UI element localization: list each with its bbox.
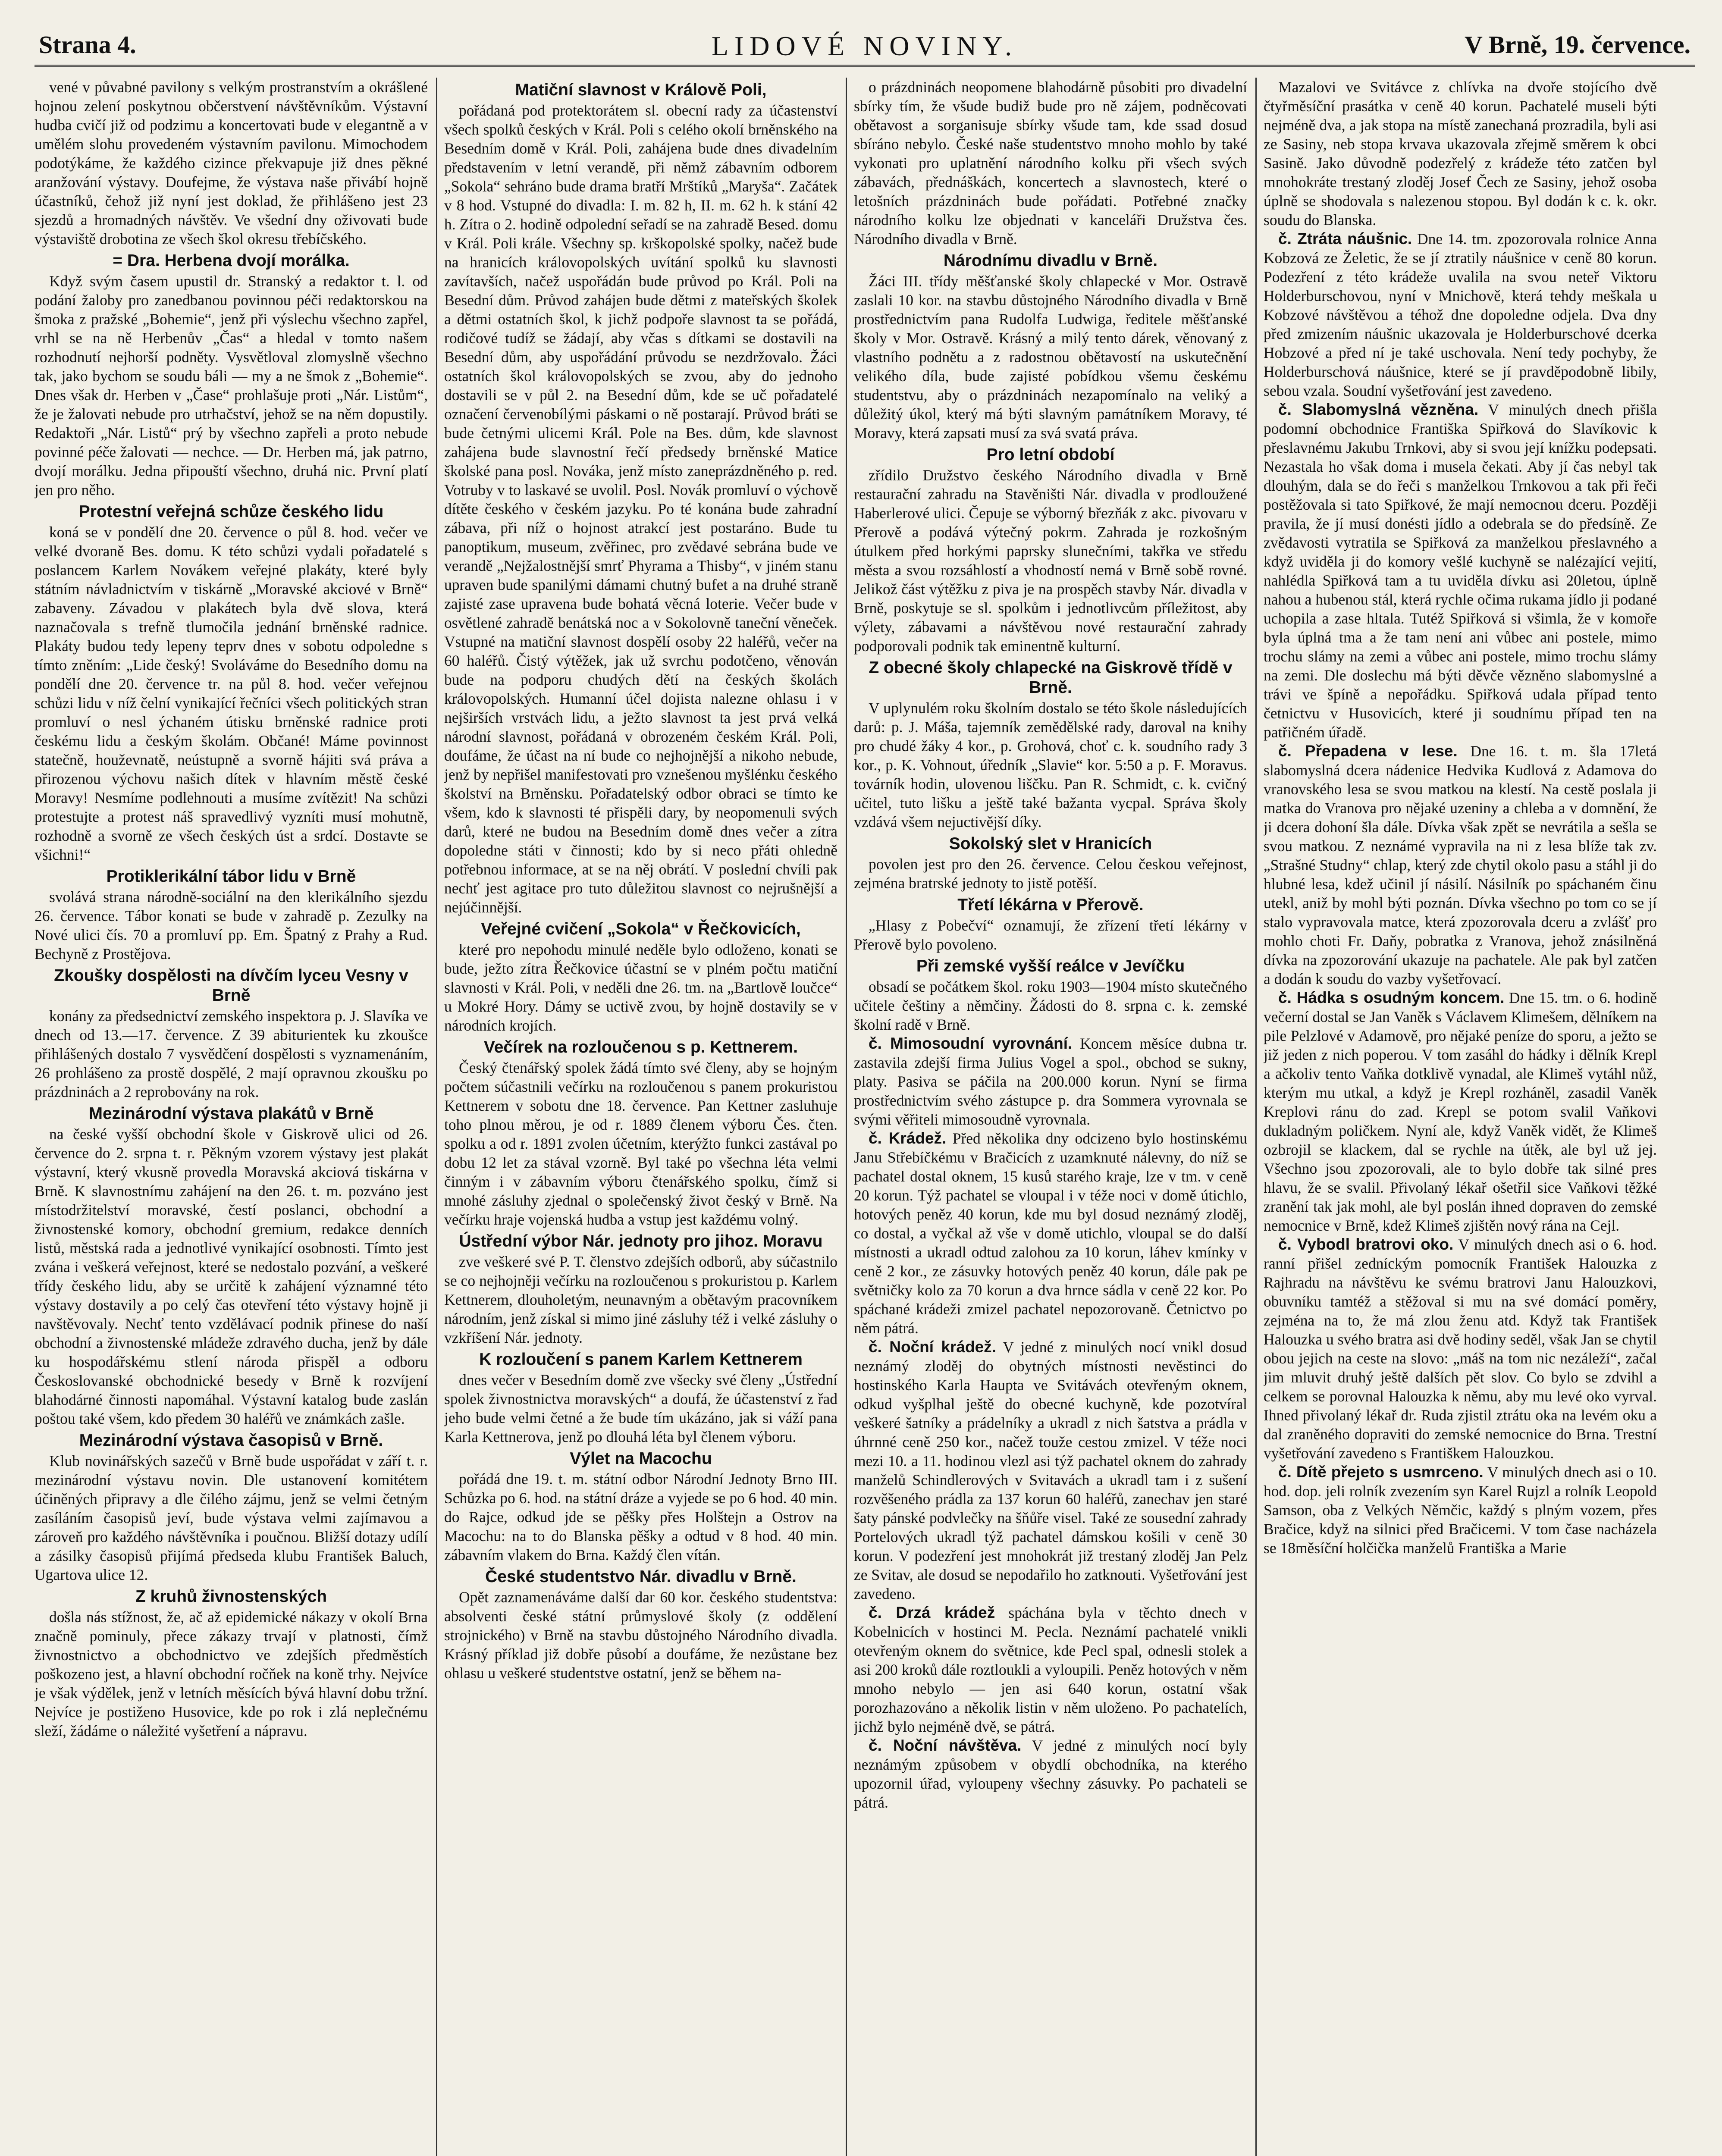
article-text: Když svým časem upustil dr. Stranský a redaktor t. l. od podání žaloby pro zanedbanou povinnou péči redaktorskou na šmoka z pražské „Bohemie“, jenž při výslechu všechno zapřel, vrhl se na ně Herbenův „Čas“ a hledal v tomto našem rozhodnutí nejhorší podněty. Vysvětloval zlomyslně všechno tak, jako bychom se soudu báli — my a ne šmok z „Bohemie“. Dnes však dr. Herben v „Čase“ prohlašuje proti „Nár. Listům“, že je žalovati nebude pro utrhačství, jehož se na něm dopustily. Redaktoři „Nár. Listů“ prý by všechno zapřeli a proto nebude povinné péče žalovati — nechce. — Dr. Herben má, jak patrno, dvojí morálku. Jedna připouští všechno, druhá nic. První platí jen pro něho. (35, 273, 428, 498)
article (35, 1104, 428, 1428)
article (854, 956, 1247, 1034)
article-headline: = Dra. Herbena dvojí morálka. (113, 251, 350, 270)
article-text: na české vyšší obchodní škole v Giskrově ulici od 26. července do 2. srpna t. r. Pěkným vzorem výstavy jest plakát výstavní, který vkusně provedla Moravská akciová tiskárna v Brně. K slavnostnímu zahájení na den 26. t. m. pozváno jest místodržitelství moravské, čestí poslanci, obchodní a živnostenské komory, obchodní gremium, redakce denních listů, městská rada a jednotlivé vynikající osobnosti. Tímto jest zvána i veškerá veřejnost, které se nedostalo pozvání, a veškeré třídy českého lidu, aby se určitě k zahájení významné této výstavy dostavily a po celý čas otevření této výstavy hojně ji navštěvovaly. Nechť tento vzdělávací podnik přinese do naší obchodní a živnostenské mládeže zdravého ducha, jenž by dále ku hospodářskému stlení národa přispěl a odboru Českoslovanské obchodnické besedy v Brně k rozvíjení blahodárné činnosti napomáhal. Výstavní katalog bude zaslán poštou také všem, kdo předem 30 haléřů ve známkách zašle. (35, 1125, 428, 1427)
article-headline: Při zemské vyšší reálce v Jevíčku (916, 957, 1185, 975)
article-body (1264, 78, 1657, 229)
article (1264, 229, 1657, 400)
article-runin-headline: č. Vybodl bratrovi oko. (1278, 1235, 1454, 1253)
article-headline: Třetí lékárna v Přerově. (957, 896, 1144, 914)
article-body (1264, 229, 1657, 400)
article-runin-headline: č. Dítě přejeto s usmrceno. (1278, 1463, 1484, 1481)
article-body (1264, 1235, 1657, 1463)
article-text: vené v půvabné pavilony s velkým prostranstvím a okrášlené hojnou zelení poskytnou občerstvení návštěvníkům. Výstavní hudba cvičí již od podzimu a koncertovati bude v elegantně a v umělém slohu provedeném výstavním pavilonu. Mimochodem podotýkáme, že každého cizince překvapuje již dnes pěkné aranžování výstavy. Doufejme, že výstava naše přivábí hojně účastníků, čehož již nyní jest doklad, že přihlášeno jest 23 sjezdů a hromadných návštěv. Ve všední dny oživovati bude výstaviště drobotina ze všech škol okresu třebíčského. (35, 78, 428, 248)
article (444, 1449, 837, 1564)
article-text: konány za předsednictví zemského inspektora p. J. Slavíka ve dnech od 13.—17. července. Z 39 abiturientek ku zkoušce přihlášených dostalo 7 vysvědčení dospělosti s vyznamenáním, 26 prohlášeno za prostě dospělé, 2 mají opravnou zkoušku po prázdninách a 2 reprobovány na rok. (35, 1007, 428, 1100)
page-number: Strana 4. (39, 31, 136, 59)
article-text: Český čtenářský spolek žádá tímto své členy, aby se hojným počtem súčastnili večírku na rozloučenou s panem prokuristou Kettnerem v sobotu dne 18. července. Pan Kettner zasluhuje toho plnou měrou, je od r. 1889 členem výboru Čes. čten. spolku a od r. 1891 zvolen účetním, kterýžto funkci zastával po dobu 12 let za stával vzorně. Byl také po všechna léta velmi činným i v zábavním výboru čtenářského spolku, čímž si mnohé zásluhy zjednal o společenský život český v Brně. Na večírku hraje vojenská hudba a vstup jest každému volný. (444, 1059, 837, 1228)
article-headline: Mezinárodní výstava časopisů v Brně. (79, 1431, 383, 1450)
article (1264, 1235, 1657, 1463)
article-text: Mazalovi ve Svitávce z chlívka na dvoře stojícího dvě čtyřměsíční prasátka v ceně 40 korun. Pachatelé museli býti nejméně dva, a jak stopa na místě zanechaná prozradila, byli asi ze Sasiny, neb stopa krvava ukazovala zřejmě směrem k obci Sasině. Jako důvodně podezřelý z krádeže této zatčen byl mnohokráte trestaný zloděj Josef Čech ze Sasiny, jehož osoba úplně se shodovala s nalezenou stopou. Byl dodán k c. k. okr. soudu do Blanska. (1264, 78, 1657, 229)
article-text: svolává strana národně-sociální na den klerikálního sjezdu 26. července. Tábor konati se bude v zahradě p. Zezulky na Nové ulici čís. 70 a promluví pp. Em. Špatný z Prahy a Rud. Bechyně z Prostějova. (35, 888, 428, 962)
article-body (854, 916, 1247, 954)
article (35, 867, 428, 963)
article-text: V uplynulém roku školním dostalo se této škole následujících darů: p. J. Máša, tajemník zemědělské rady, daroval na knihy pro chudé žáky 4 kor., p. Grohová, choť c. k. soudního rady 3 kor., p. K. Vohnout, úředník „Slavie“ kor. 5:50 a p. F. Moravus. továrník hodin, ulovenou liščku. Pan R. Schmidt, c. k. cvičný učitel, tuto lišku a ještě také bažanta vycpal. Správa školy vzdává všem nejuctivější díky. (854, 699, 1247, 830)
article-headline: Veřejné cvičení „Sokola“ v Řečkovicích, (481, 920, 801, 938)
columns (35, 78, 1695, 2156)
article-body (854, 699, 1247, 831)
article-headline: Zkoušky dospělosti na dívčím lyceu Vesny v Brně (54, 966, 408, 1005)
article (854, 78, 1247, 248)
article-text: V minulých dnech přišla podomní obchodnice Františka Spiřková do Slavíkovic k přeslavnému Jakubu Trnkovi, aby si svou její knížku podepsati. Nezastala ho však doma i musela čekati. Aby jí čas nebyl tak dlouhým, dala se do řeči s manželkou Trnkovou a tak při řeči postěžovala si tato Spiřkové, že mají nemocnou dceru. Později pravila, že jí musí donésti jídlo a odebrala se do předsíně. Ze zvědavosti vytratila se Spiřková za manželkou přeslavného a když uviděla ji do komory vešlé kuchyně se nalézající vejití, nahlédla Spiřková tam a tu uviděla dívku asi 20letou, úplně nahou a hubenou stál, která rychle očima rukama jídlo ji podané uchopila a zase hltala. Tutéž Spiřková si všimla, že v komoře byla úplná tma a že tam není ani vůbec ani postele, mimo trochu slámy na zemi a vůbec ani postele, mimo trochu slámy na zemi. Dle doslechu má býti děvče vězněno slabomyslné a trávi ve špíně a nepořádku. Spiřková udala případ tento četnictvu v Husovicích, které ji soudnímu případ ten na patřičném úřadě. (1264, 401, 1657, 741)
article-text: Opět zaznamenáváme další dar 60 kor. českého studentstva: absolventi české státní průmyslové školy (z oddělení strojnického) v Brně na stavbu důstojného Národního divadla. Krásný příklad již dobře působí a doufáme, že nezůstane bez ohlasu u veškeré studentstve ostatní, jenž se během na- (444, 1589, 837, 1682)
article-runin-headline: č. Ztráta náušnic. (1278, 230, 1412, 248)
article-body (35, 272, 428, 499)
article-headline: Výlet na Macochu (570, 1449, 712, 1468)
article-text: Dne 15. tm. o 6. hodině večerní dostal se Jan Vaněk s Václavem Klimešem, dělníkem na pile Pelzlové v Adamově, pro nějaké peníze do sporu, a ježto se již jeden z nich poperou. V tom zasáhl do hádky i dělník Krepl a ačkoliv tento Vaňka dotklivě vynadal, ale Klimeš vytáhl nůž, kterým mu utkal, a když je Krepl rozháněl, zasadil Vaněk Kreplovi ránu do zad. Krepl se potom svalil Vaňkovi dukladným poličkem. Nyní ale, když Vaněk vidět, že Klimeš ozbrojil se klackem, dal se rychle na útěk, ale byl už jej. Všechno jsou zpozorovali, ale to bylo dobře tak silné pres hlavu, že se svalil. Přivolaný lékař ošetřil sice Vaňkovi těžké zranění tak jak mohl, ale byl poslán ihned dopraven do zemské nemocnice v Brně, kdež Klimeš zjištěn nový rána na Cejl. (1264, 989, 1657, 1234)
article (854, 1603, 1247, 1736)
article-runin-headline: č. Noční návštěva. (869, 1736, 1022, 1754)
column-4 (1264, 78, 1657, 2156)
article-body (444, 1470, 837, 1564)
article-text: V minulých dnech asi o 6. hod. ranní přišel zedníckým pomocník František Halouzka z Rajhradu na návštěvu ke svému bratrovi Janu Halouzkovi, obuvníku tamtéž a stěžoval si mu na své domácí poměry, zejména na to, že má zlou ženu atd. Když tak František Halouzka u svého bratra asi dvě hodiny seděl, však Jan se chytil obou jejich na ceste na slovo: „máš na tom nic nezáleží“, začal jim mluvit druhý ještě dalších pět slov. Co bylo se zdvihl a celkem se porovnal Halouzka k němu, aby mu levé oko vyrval. Ihned přivolaný lékař dr. Ruda zjistil ztrátu oka na levém oku a dal zraněného dopraviti do zemské nemocnice do Brna. Trestní vyšetřování zavedeno s Františkem Halouzkou. (1264, 1236, 1657, 1462)
article-body (35, 887, 428, 963)
article-text: koná se v pondělí dne 20. července o půl 8. hod. večer ve velké dvoraně Bes. domu. K této schůzi vydali pořadatelé s poslancem Karlem Novákem veřejné plakáty, které byly státním návladnictvím v tiskárně „Moravské akciové v Brně“ zabaveny. Závadou v plakátech byla dvě slova, která naznačovala s trefně tlumočila jednání brněnské radnice. Plakáty budou tedy lepeny teprv dnes v sobotu odpoledne s tímto zněním: „Lide český! Svoláváme do Besedního domu na pondělí dne 20. července tr. na půl 8. hod. večer veřejnou schůzi lidu v níž čelní vynikající řečníci všech politických stran promluví o nesl ýchaném útisku brněnské radnice proti českému lidu a českým školám. Občané! Máme povinnost statečně, houževnatě, neústupně a svorně hájiti svá práva a přirozenou výchovu našich dítek v hlavním městě české Moravy! Nesmíme podlehnouti a musíme zvítězit! Na schůzi protestujte a protest náš spravedlivý vyzníti musí mohutně, rozhodně a svorně ze všech českých úst a srdcí. Dostavte se všichni!“ (35, 523, 428, 863)
article-headline: Protestní veřejná schůze českého lidu (78, 502, 384, 521)
article-body (444, 101, 837, 917)
article-runin-headline: č. Přepadena v lese. (1278, 742, 1458, 760)
article-text: pořádá dne 19. t. m. státní odbor Národní Jednoty Brno III. Schůzka po 6. hod. na státní dráze a vyjede se po 6 hod. 40 min. do Rajce, odkud jde se pěšky přes Holštejn a Ostrov na Macochu: na to do Blanska pěšky a odtud v 8 hod. 40 min. zábavním vlakem do Brna. Každý člen vítán. (444, 1470, 837, 1564)
article-body (444, 1370, 837, 1446)
article-body (444, 1252, 837, 1347)
article-body (1264, 1463, 1657, 1557)
article (854, 1034, 1247, 1129)
column-rule (846, 78, 847, 2156)
article (854, 1338, 1247, 1603)
article (35, 78, 428, 248)
article-runin-headline: č. Noční krádež. (869, 1338, 996, 1356)
article (854, 658, 1247, 831)
article-headline: K rozloučení s panem Karlem Kettnerem (479, 1350, 803, 1369)
article-headline: Sokolský slet v Hranicích (949, 834, 1152, 853)
article-text: V jedné z minulých nocí vnikl dosud neznámý zloděj do obytných místnosti nevěstinci do hostinského Karla Haupta ve Svitávách otevřeným oknem, odkud vyšplhal ještě do obecné kuchyně, kde pozotvíral veškeré šatníky a prádelníky a ukradl z nich šatstva a prádla v úhrnné ceně 250 kor., načež touže cestou zmizel. V téže noci mezi 10. a 11. hodinou vlezl asi týž pachatel oknem do zahrady manželů Schindlerových v Svitavách a ukradl tam i z sušení rozvěšeného prádla za 137 korun 60 haléřů, zanechav jen staré šaty pánské podvlečky na šňůře visel. Také ze sousední zahrady Portelových ukradl týž pachatel dámskou košili v ceně 30 korun. V podezření jest mnohokrát již trestaný zloděj Jan Pelz ze Svitav, ale dosud se nepodařilo ho zatknouti. Vyšetřování jest zavedeno. (854, 1338, 1247, 1602)
article-text: „Hlasy z Pobečví“ oznamují, že zřízení třetí lékárny v Přerově bylo povoleno. (854, 917, 1247, 953)
article (854, 1736, 1247, 1812)
article-text: Žáci III. třídy měšťanské školy chlapecké v Mor. Ostravě zaslali 10 kor. na stavbu důstojného Národního divadla v Brně prostřednictvím pana Rudolfa Ludwiga, ředitele měšťanské školy v Mor. Ostravě. Krásný a milý tento dárek, věnovaný z vlastního podnětu a z radostnou obětavostí na uskutečnění velikého díla, bude zajisté pobídkou všemu českému studentstvu, aby o prázdninách nezapomínalo na veliký a důležitý úkol, který má býti slavným památníkem Moravy, té Moravy, která zapsati musí za svá svatá práva. (854, 273, 1247, 442)
article (444, 1567, 837, 1683)
article (854, 251, 1247, 442)
article (1264, 1463, 1657, 1557)
article-body (35, 1006, 428, 1101)
article-text: o prázdninách neopomene blahodárně působiti pro divadelní sbírky tím, že všude budiž bude pro ně zájem, podněcovati obětavost a sorganisuje sbírky všude tam, kde ssad dosud sbíráno nebylo. České naše studentstvo mnoho mohlo by také vykonati pro uplatnění národního kolku při všech svých zábavách, přednáškách, koncertech a slavnostech, které o letošních prázdninách bude pořádati. Potřebné značky národního kolku lze objednati v kanceláři Družstva čes. Národního divadla v Brně. (854, 78, 1247, 248)
page-header (35, 17, 1695, 67)
article-text: Před několika dny odcizeno bylo hostinskému Janu Střebíčkému v Bračicích z uzamknuté nálevny, do níž se pachatel dostal oknem, 15 kusů starého kraje, lze v tm. v ceně 20 korun. Týž pachatel se vloupal i v téže noci v domě útichlo, hotových peněz 40 korun, kde mu byl dosud neznámý zloděj, co dostal, a vyčkal až vše v domě utichlo, vloupal se do další místnosti a ukradl odtud zalohou za 10 korun, láhev kmínky v ceně 2 kor., ze zásuvky hotových peněz 40 korun, dále pak pe světničky kolo za 70 korun a dva hrnce sádla v ceně 22 kor. Po spáchané krádeži zmizel pachatel nepozorovaně. Četnictvo po něm pátrá. (854, 1130, 1247, 1337)
article-text: dnes večer v Besedním domě zve všecky své členy „Ústřední spolek živnostnictva moravských“ a doufá, že účastenství z řad jeho bude velmi četné a že bude tím ukázáno, jak si váží pana Karla Kettnerova, jenž po dlouhá léta byl členem výboru. (444, 1371, 837, 1445)
article-text: které pro nepohodu minulé neděle bylo odloženo, konati se bude, ježto zítra Řečkovice účastní se v plném počtu matiční slavnosti v Král. Poli, v neděli dne 26. tm. na „Bartlově loučce“ u Mokré Hory. Dámy se uctivě zvou, by hojně dostavily se v národních krojích. (444, 941, 837, 1034)
article-headline: Národnímu divadlu v Brně. (943, 251, 1158, 270)
article (35, 502, 428, 864)
article-body (444, 1588, 837, 1683)
article (854, 895, 1247, 954)
article-headline: Z obecné školy chlapecké na Giskrově třídě v Brně. (869, 658, 1233, 697)
article (35, 1587, 428, 1740)
article-text: Dne 14. tm. zpozorovala rolnice Anna Kobzová ze Želetic, že se jí ztratily náušnice v ceně 80 korun. Podezření z této krádeže uvalila na svou neteř Viktoru Holderburschovou, nyní v Mnichově, která tehdy meškala u Kobzové návštěvou a téhož dne dopoledne odjela. Dva dny před zmizením náušnic ukazovala je Holderburschové dcerka Hobzové a před ní je také uschovala. Není tedy pochyby, že Holderburschová náušnice, které se jí pravděpodobně libily, sebou vzala. Soudní vyšetřování jest zavedeno. (1264, 230, 1657, 399)
article-runin-headline: č. Mimosoudní vyrovnání. (869, 1034, 1073, 1052)
column-3 (854, 78, 1247, 2156)
article-body (854, 1603, 1247, 1736)
article (444, 1037, 837, 1229)
article-text: zve veškeré své P. T. členstvo zdejších odborů, aby súčastnilo se co nejhojněji večírku na rozloučenou s prokuristou p. Karlem Kettnerem, dlouholetým, neunavným a obětavým pracovníkem národním, jenž získal si mimo jiné zásluhy též i velké zásluhy o vzkříšení Nár. jednoty. (444, 1253, 837, 1346)
article-text: zřídilo Družstvo českého Národního divadla v Brně restaurační zahradu na Stavěništi Nár. divadla v prodloužené Haberlerové ulici. Čepuje se výborný březňák z akc. pivovaru v Přerově a podává výtečný pokrm. Zahrada je rozkošným útulkem před horkými paprsky slunečními, takřka ve středu města a svou rozsáhlostí a vhodností nemá v Brně sobě rovné. Jelikož část výtěžku z piva je na prospěch stavby Nár. divadla v Brně, poskytuje se sl. spolkům i jednotlivcům příležitost, aby výlety, zábavami a návštěvou nové restaurační zahrady podporovali podnik tak eminentně kulturní. (854, 467, 1247, 655)
article-text: V jedné z minulých nocí byly neznámým způsobem v obydlí obchodníka, na kterého upozornil úřad, vyloupeny všechny zásuvky. Po pachateli se pátrá. (854, 1737, 1247, 1811)
article-body (35, 1608, 428, 1740)
article-body (35, 78, 428, 248)
article-text: pořádaná pod protektorátem sl. obecní rady za účastenství všech spolků českých v Král. Poli s celého okolí brněnského na Besedním domě v Král. Poli, zahájena bude dnes divadelním představením v letní verandě, při němž zábavním odborem „Sokola“ sehráno bude drama bratří Mrštíků „Maryša“. Začátek v 8 hod. Vstupné do divadla: I. m. 82 h, II. m. 62 h. k stání 42 h. Zítra o 2. hodině odpolední seřadí se na zahradě Besed. domu v Král. Poli krále. Všechny sp. krškopolské spolky, načež bude na hranicích královopolských uvítání spolků ku slavnosti zavítavších, načež uspořádán bude průvod po Král. Poli na Besední dům. Průvod zahájen bude dětmi z mateřských školek a dětmi ostatních škol, k jichž podpoře slavnost ta se pořádá, rodičové tudíž se žádají, aby včas s dítkami se dostavili na Besední dům, aby uspořádání průvodu se nezdržovalo. Žáci ostatních škol královopolských se zvou, aby do jednoho dostavili se v půl 2. na Besední dům, kde se uč pořadatelé označení červenobílými páskami o ně postarají. Průvod bráti se bude četnými ulicemi Král. Pole na Bes. dům, kde slavnost zahájena bude slavnostní řečí předsedy brněnské Matice školské pana posl. Nováka, jenž místo zaneprázdněného p. red. Votruby v to laskavé se uvolil. Posl. Novák promluví o výchově dítěte českého v českém jazyku. Po té konána bude zahradní zábava, při níž o hojnost atrakcí jest postaráno. Bude tu panoptikum, museum, zvěřinec, pro zvědavé sebrána bude ve verandě „Nejžalostnější smrť Phyrama a Thisby“, v jiném stanu upraven bude spanilými dámami chutný bufet a na druhé straně zajisté zase upravena bude bohatá věcná loterie. Večer bude v osvětlené zahradě benátská noc a v Sokolovně taneční věneček. Vstupné na matiční slavnost dospělí osoby 22 haléřů, večer na 60 haléřů. Čistý výtěžek, jak už svrchu podotčeno, věnován bude na podporu chudých dětí na českých školách královopolských. Humanní účel dojista nalezne ohlasu i v nejširších vrstvách lidu, a ježto slavnost ta jest prvá velká národní slavnost, pořádaná v obrozeném českém Král. Poli, doufáme, že účast na ní bude co nejhojnější a nikoho nebude, jenž by nepřišel manifestovati pro vznešenou myšlénku českého školství na Brněnsku. Pořadatelský odbor obraci se tímto ke všem, kdo k slavnosti té přispěli dary, by neopomenuli svých darů, které ne budou na Besedním domě dnes večer a zítra dopoledne státi v činnosti; kdo by si neco přáti ohledně potřebnou informace, at se na něj obrátí. V poslední chvíli pak nechť jest agitace pro tuto důležitou slavnost co nejrušnější a nejúčinnější. (444, 102, 837, 916)
article-text: Koncem měsíce dubna tr. zastavila zdejší firma Julius Vogel a spol., obchod se sukny, platy. Pasiva se páčila na 200.000 korun. Nyní se firma prostřednictvím svého zástupce p. dra Sommera vyrovnala se svými věřiteli mimosoudně vyrovnala. (854, 1035, 1247, 1128)
article-text: Klub novinářských sazečů v Brně bude uspořádat v září t. r. mezinárodní výstavu novin. Dle ustanovení komitétem účiněných připravy a dle čilého zájmu, jenž se velmi četným zasíláním časopisů jeví, bude výstava velmi zajímavou a zároveň pro každého návštěvníka i poučnou. Bližší dotazy udílí a zásilky časopisů přijímá předseda klubu František Baluch, Ugartova ulice 12. (35, 1452, 428, 1583)
article-body (35, 523, 428, 864)
article-headline: Ústřední výbor Nár. jednoty pro jihoz. Moravu (459, 1232, 823, 1250)
article (1264, 742, 1657, 988)
article (1264, 400, 1657, 742)
article-body (854, 1338, 1247, 1603)
article-headline: Protiklerikální tábor lidu v Brně (106, 867, 356, 886)
column-2 (444, 78, 837, 2156)
article-body (35, 1451, 428, 1584)
article-body (854, 1129, 1247, 1338)
article (35, 966, 428, 1101)
article-text: Dne 16. t. m. šla 17letá slabomyslná dcera nádenice Hedvika Kudlová z Adamova do vranovského lesa se svou matkou na klestí. Na cestě poslala ji matka do Vranova pro nějaké uzeniny a chleba a v domnění, že ji dcera dohoní šla dále. Dívka však zpět se nevrátila a sešla se svou matkou. Z neznámé vypravila na ni z lesa blíže tak zv. „Strašné Studny“ chlap, který zde chytil okolo pasu a stáhl ji do hlubné lesa, kdež učinil jí násilí. Násilník po spáchaném činu utekl, aniž by mohl býti poznán. Dívka všechno po tom co se jí stalo vypravovala matce, která zpozorovala dceru a zvlášť pro mohlo choti Fr. Daňy, pobratka z Vranova, jehož znásilněná dívka na zpozorování ukazuje na pachatele. Ale pak byl zatčen a dodán k soudu do vazby vyšetřovací. (1264, 743, 1657, 987)
article-headline: Pro letní období (986, 445, 1115, 464)
article-headline: Večírek na rozloučenou s p. Kettnerem. (483, 1038, 798, 1056)
article (1264, 988, 1657, 1235)
article (35, 251, 428, 499)
article-body (854, 855, 1247, 893)
article (444, 919, 837, 1035)
article-headline: Matiční slavnost v Králově Poli, (515, 81, 767, 99)
article-body (444, 940, 837, 1035)
article-runin-headline: č. Drzá krádež (869, 1604, 995, 1621)
article-headline: České studentstvo Nár. divadlu v Brně. (485, 1567, 797, 1586)
article-body (854, 466, 1247, 655)
article-headline: Z kruhů živnostenských (135, 1587, 327, 1606)
article-text: obsadí se počátkem škol. roku 1903—1904 místo skutečného učitele češtiny a němčiny. Žádosti do 8. srpna c. k. zemské školní radě v Brně. (854, 978, 1247, 1033)
column-rule (436, 78, 437, 2156)
article (35, 1431, 428, 1584)
article-text: spáchána byla v těchto dnech v Kobelnicích v hostinci M. Pecla. Neznámí pachatelé vnikli otevřeným oknem do světnice, kde Pecl spal, odnesli stolek a asi 200 kroků dále roztloukli a vyloupili. Peněz hotových v něm mnoho nebylo — jen asi 640 korun, ostatní však porozhazováno a několik listin v něm uloženo. Po pachatelích, jichž bylo nejméně dvě, se pátrá. (854, 1604, 1247, 1735)
article-body (854, 272, 1247, 442)
article-body (1264, 742, 1657, 988)
article (854, 834, 1247, 893)
column-rule (1255, 78, 1257, 2156)
article-body (1264, 988, 1657, 1235)
article-body (35, 1125, 428, 1428)
column-1 (35, 78, 428, 2156)
article-body (854, 1736, 1247, 1812)
article-text: povolen jest pro den 26. července. Celou českou veřejnost, zejména bratrské jednoty to jistě potěší. (854, 856, 1247, 892)
article (444, 1232, 837, 1347)
article-body (854, 977, 1247, 1034)
article (854, 445, 1247, 655)
article-runin-headline: č. Slabomyslná vězněna. (1278, 401, 1479, 418)
article (444, 80, 837, 917)
article (854, 1129, 1247, 1338)
article-runin-headline: č. Krádež. (869, 1129, 947, 1147)
article-runin-headline: č. Hádka s osudným koncem. (1278, 989, 1505, 1006)
article (444, 1350, 837, 1446)
article-body (854, 1034, 1247, 1129)
article-body (444, 1058, 837, 1229)
newspaper-page (35, 17, 1695, 2156)
article-headline: Mezinárodní výstava plakátů v Brně (88, 1104, 374, 1123)
masthead-title: LIDOVÉ NOVINY. (711, 31, 1018, 61)
dateline: V Brně, 19. července. (1465, 31, 1691, 59)
article-body (1264, 400, 1657, 742)
article-text: došla nás stížnost, že, ač až epidemické nákazy v okolí Brna značně pominuly, přece zákazy trvají v platnosti, čímž živnostnictvo a obchodnictvo ve zdejších předměstích poškozeno jest, a hlavní obchodní ročňek na koně trhy. Nejvíce je však výdělek, jenž v letních měsících bývá hlavní dobu tržní. Nejvíce je postiženo Husovice, kde po rok i zlá neplečnému sleží, žádáme o náležité vyšetření a nápravu. (35, 1608, 428, 1739)
article-body (854, 78, 1247, 248)
article-text: V minulých dnech asi o 10. hod. dop. jeli rolník zvezením syn Karel Rujzl a rolník Leopold Samson, oba z Velkých Němčic, každý s plným vozem, přes Bračice, když na silnici před Bračicemi. V tom čase nacházela se 18měsíční holčička manželů Františka a Marie (1264, 1463, 1657, 1557)
article (1264, 78, 1657, 229)
